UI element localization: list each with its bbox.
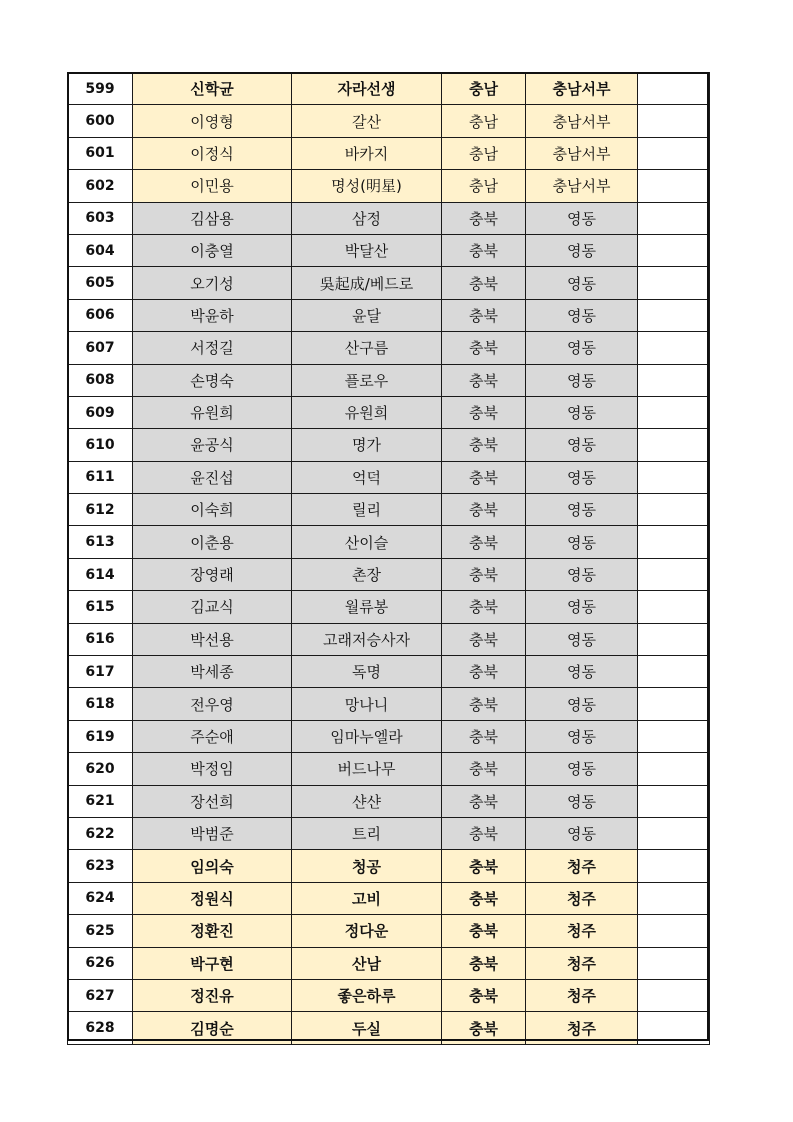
nickname-cell: 산남 xyxy=(292,947,442,979)
row-number-cell: 604 xyxy=(68,234,133,266)
province-cell: 충북 xyxy=(442,332,526,364)
empty-cell xyxy=(638,170,710,202)
district-cell: 청주 xyxy=(526,915,638,947)
member-name-cell: 이영형 xyxy=(133,105,292,137)
empty-cell xyxy=(638,137,710,169)
province-cell: 충북 xyxy=(442,720,526,752)
district-cell: 영동 xyxy=(526,558,638,590)
nickname-cell: 명가 xyxy=(292,429,442,461)
district-cell: 청주 xyxy=(526,947,638,979)
nickname-cell: 두실 xyxy=(292,1012,442,1044)
member-name-cell: 박정임 xyxy=(133,753,292,785)
member-name-cell: 박세종 xyxy=(133,656,292,688)
table-row xyxy=(68,332,710,364)
row-number-cell: 624 xyxy=(68,882,133,914)
member-name-cell: 서정길 xyxy=(133,332,292,364)
district-cell: 충남서부 xyxy=(526,170,638,202)
empty-cell xyxy=(638,623,710,655)
member-name-cell: 이민용 xyxy=(133,170,292,202)
row-number-cell: 605 xyxy=(68,267,133,299)
empty-cell xyxy=(638,332,710,364)
nickname-cell: 월류봉 xyxy=(292,591,442,623)
table-row xyxy=(68,234,710,266)
province-cell: 충북 xyxy=(442,364,526,396)
province-cell: 충북 xyxy=(442,817,526,849)
row-number-cell: 600 xyxy=(68,105,133,137)
table-body xyxy=(68,73,710,1045)
empty-cell xyxy=(638,461,710,493)
member-name-cell: 정원식 xyxy=(133,882,292,914)
row-number-cell: 617 xyxy=(68,656,133,688)
table-row xyxy=(68,591,710,623)
member-name-cell: 신학균 xyxy=(133,73,292,105)
empty-cell xyxy=(638,396,710,428)
row-number-cell: 618 xyxy=(68,688,133,720)
empty-cell xyxy=(638,234,710,266)
empty-cell xyxy=(638,105,710,137)
table-row xyxy=(68,656,710,688)
empty-cell xyxy=(638,202,710,234)
nickname-cell: 명성(明星) xyxy=(292,170,442,202)
nickname-cell: 고비 xyxy=(292,882,442,914)
district-cell: 청주 xyxy=(526,882,638,914)
province-cell: 충북 xyxy=(442,979,526,1011)
district-cell: 영동 xyxy=(526,461,638,493)
row-number-cell: 603 xyxy=(68,202,133,234)
nickname-cell: 좋은하루 xyxy=(292,979,442,1011)
district-cell: 영동 xyxy=(526,429,638,461)
nickname-cell: 윤달 xyxy=(292,299,442,331)
district-cell: 영동 xyxy=(526,720,638,752)
district-cell: 영동 xyxy=(526,656,638,688)
empty-cell xyxy=(638,656,710,688)
table-row xyxy=(68,202,710,234)
nickname-cell: 샨샨 xyxy=(292,785,442,817)
member-name-cell: 박범준 xyxy=(133,817,292,849)
nickname-cell: 박달산 xyxy=(292,234,442,266)
province-cell: 충남 xyxy=(442,137,526,169)
row-number-cell: 611 xyxy=(68,461,133,493)
province-cell: 충북 xyxy=(442,526,526,558)
province-cell: 충북 xyxy=(442,947,526,979)
empty-cell xyxy=(638,720,710,752)
empty-cell xyxy=(638,1012,710,1044)
nickname-cell: 버드나무 xyxy=(292,753,442,785)
member-name-cell: 이숙희 xyxy=(133,494,292,526)
province-cell: 충북 xyxy=(442,753,526,785)
table-row xyxy=(68,817,710,849)
row-number-cell: 612 xyxy=(68,494,133,526)
nickname-cell: 독명 xyxy=(292,656,442,688)
row-number-cell: 622 xyxy=(68,817,133,849)
nickname-cell: 고래저승사자 xyxy=(292,623,442,655)
province-cell: 충북 xyxy=(442,558,526,590)
member-name-cell: 장선희 xyxy=(133,785,292,817)
province-cell: 충북 xyxy=(442,688,526,720)
district-cell: 충남서부 xyxy=(526,105,638,137)
district-cell: 청주 xyxy=(526,850,638,882)
province-cell: 충북 xyxy=(442,429,526,461)
table-row xyxy=(68,720,710,752)
nickname-cell: 유원희 xyxy=(292,396,442,428)
row-number-cell: 628 xyxy=(68,1012,133,1044)
province-cell: 충북 xyxy=(442,656,526,688)
table-row xyxy=(68,494,710,526)
district-cell: 영동 xyxy=(526,785,638,817)
empty-cell xyxy=(638,591,710,623)
member-name-cell: 임의숙 xyxy=(133,850,292,882)
member-name-cell: 손명숙 xyxy=(133,364,292,396)
nickname-cell: 억덕 xyxy=(292,461,442,493)
member-name-cell: 김삼용 xyxy=(133,202,292,234)
nickname-cell: 삼정 xyxy=(292,202,442,234)
district-cell: 영동 xyxy=(526,494,638,526)
empty-cell xyxy=(638,785,710,817)
district-cell: 영동 xyxy=(526,267,638,299)
row-number-cell: 627 xyxy=(68,979,133,1011)
nickname-cell: 갈산 xyxy=(292,105,442,137)
row-number-cell: 602 xyxy=(68,170,133,202)
empty-cell xyxy=(638,558,710,590)
member-name-cell: 장영래 xyxy=(133,558,292,590)
member-name-cell: 이춘용 xyxy=(133,526,292,558)
table-row xyxy=(68,979,710,1011)
nickname-cell: 자라선생 xyxy=(292,73,442,105)
member-name-cell: 유원희 xyxy=(133,396,292,428)
table-row xyxy=(68,785,710,817)
empty-cell xyxy=(638,817,710,849)
member-name-cell: 윤진섭 xyxy=(133,461,292,493)
table-row xyxy=(68,429,710,461)
empty-cell xyxy=(638,73,710,105)
row-number-cell: 610 xyxy=(68,429,133,461)
province-cell: 충북 xyxy=(442,461,526,493)
nickname-cell: 임마누엘라 xyxy=(292,720,442,752)
district-cell: 충남서부 xyxy=(526,137,638,169)
nickname-cell: 정다운 xyxy=(292,915,442,947)
province-cell: 충북 xyxy=(442,1012,526,1044)
district-cell: 영동 xyxy=(526,817,638,849)
empty-cell xyxy=(638,267,710,299)
province-cell: 충북 xyxy=(442,267,526,299)
table-row xyxy=(68,364,710,396)
row-number-cell: 621 xyxy=(68,785,133,817)
table-row xyxy=(68,137,710,169)
empty-cell xyxy=(638,299,710,331)
district-cell: 청주 xyxy=(526,1012,638,1044)
province-cell: 충북 xyxy=(442,299,526,331)
nickname-cell: 릴리 xyxy=(292,494,442,526)
empty-cell xyxy=(638,429,710,461)
row-number-cell: 614 xyxy=(68,558,133,590)
district-cell: 영동 xyxy=(526,526,638,558)
member-name-cell: 정진유 xyxy=(133,979,292,1011)
empty-cell xyxy=(638,947,710,979)
province-cell: 충북 xyxy=(442,623,526,655)
province-cell: 충북 xyxy=(442,850,526,882)
empty-cell xyxy=(638,688,710,720)
empty-cell xyxy=(638,979,710,1011)
nickname-cell: 바카지 xyxy=(292,137,442,169)
member-table xyxy=(67,72,710,1045)
row-number-cell: 599 xyxy=(68,73,133,105)
empty-cell xyxy=(638,882,710,914)
nickname-cell: 청공 xyxy=(292,850,442,882)
empty-cell xyxy=(638,915,710,947)
province-cell: 충남 xyxy=(442,170,526,202)
district-cell: 영동 xyxy=(526,591,638,623)
table-row xyxy=(68,947,710,979)
table-row xyxy=(68,170,710,202)
row-number-cell: 620 xyxy=(68,753,133,785)
table-row xyxy=(68,461,710,493)
table-row xyxy=(68,915,710,947)
district-cell: 영동 xyxy=(526,623,638,655)
row-number-cell: 608 xyxy=(68,364,133,396)
member-name-cell: 박구현 xyxy=(133,947,292,979)
district-cell: 영동 xyxy=(526,396,638,428)
row-number-cell: 613 xyxy=(68,526,133,558)
member-name-cell: 박윤하 xyxy=(133,299,292,331)
nickname-cell: 산구름 xyxy=(292,332,442,364)
table-row xyxy=(68,299,710,331)
table-row xyxy=(68,396,710,428)
member-name-cell: 정환진 xyxy=(133,915,292,947)
province-cell: 충북 xyxy=(442,396,526,428)
district-cell: 영동 xyxy=(526,364,638,396)
table-row xyxy=(68,882,710,914)
province-cell: 충북 xyxy=(442,882,526,914)
district-cell: 충남서부 xyxy=(526,73,638,105)
row-number-cell: 623 xyxy=(68,850,133,882)
nickname-cell: 망나니 xyxy=(292,688,442,720)
table-row xyxy=(68,526,710,558)
row-number-cell: 615 xyxy=(68,591,133,623)
member-name-cell: 오기성 xyxy=(133,267,292,299)
row-number-cell: 616 xyxy=(68,623,133,655)
province-cell: 충남 xyxy=(442,73,526,105)
province-cell: 충북 xyxy=(442,494,526,526)
empty-cell xyxy=(638,753,710,785)
member-name-cell: 주순애 xyxy=(133,720,292,752)
table-row xyxy=(68,688,710,720)
table-row xyxy=(68,105,710,137)
province-cell: 충남 xyxy=(442,105,526,137)
nickname-cell: 吳起成/베드로 xyxy=(292,267,442,299)
row-number-cell: 619 xyxy=(68,720,133,752)
table-row xyxy=(68,623,710,655)
table-row xyxy=(68,753,710,785)
row-number-cell: 625 xyxy=(68,915,133,947)
member-name-cell: 김교식 xyxy=(133,591,292,623)
district-cell: 영동 xyxy=(526,753,638,785)
district-cell: 영동 xyxy=(526,202,638,234)
member-name-cell: 김명순 xyxy=(133,1012,292,1044)
district-cell: 청주 xyxy=(526,979,638,1011)
row-number-cell: 626 xyxy=(68,947,133,979)
empty-cell xyxy=(638,364,710,396)
table-row xyxy=(68,850,710,882)
district-cell: 영동 xyxy=(526,234,638,266)
table-row xyxy=(68,73,710,105)
row-number-cell: 601 xyxy=(68,137,133,169)
row-number-cell: 607 xyxy=(68,332,133,364)
province-cell: 충북 xyxy=(442,785,526,817)
province-cell: 충북 xyxy=(442,202,526,234)
district-cell: 영동 xyxy=(526,299,638,331)
member-name-cell: 전우영 xyxy=(133,688,292,720)
empty-cell xyxy=(638,850,710,882)
member-name-cell: 윤공식 xyxy=(133,429,292,461)
member-name-cell: 이충열 xyxy=(133,234,292,266)
province-cell: 충북 xyxy=(442,234,526,266)
empty-cell xyxy=(638,526,710,558)
province-cell: 충북 xyxy=(442,915,526,947)
row-number-cell: 606 xyxy=(68,299,133,331)
table-row xyxy=(68,1012,710,1044)
member-name-cell: 박선용 xyxy=(133,623,292,655)
district-cell: 영동 xyxy=(526,688,638,720)
table-row xyxy=(68,267,710,299)
row-number-cell: 609 xyxy=(68,396,133,428)
member-name-cell: 이정식 xyxy=(133,137,292,169)
nickname-cell: 산이슬 xyxy=(292,526,442,558)
province-cell: 충북 xyxy=(442,591,526,623)
empty-cell xyxy=(638,494,710,526)
table-row xyxy=(68,558,710,590)
nickname-cell: 촌장 xyxy=(292,558,442,590)
nickname-cell: 트리 xyxy=(292,817,442,849)
nickname-cell: 플로우 xyxy=(292,364,442,396)
district-cell: 영동 xyxy=(526,332,638,364)
